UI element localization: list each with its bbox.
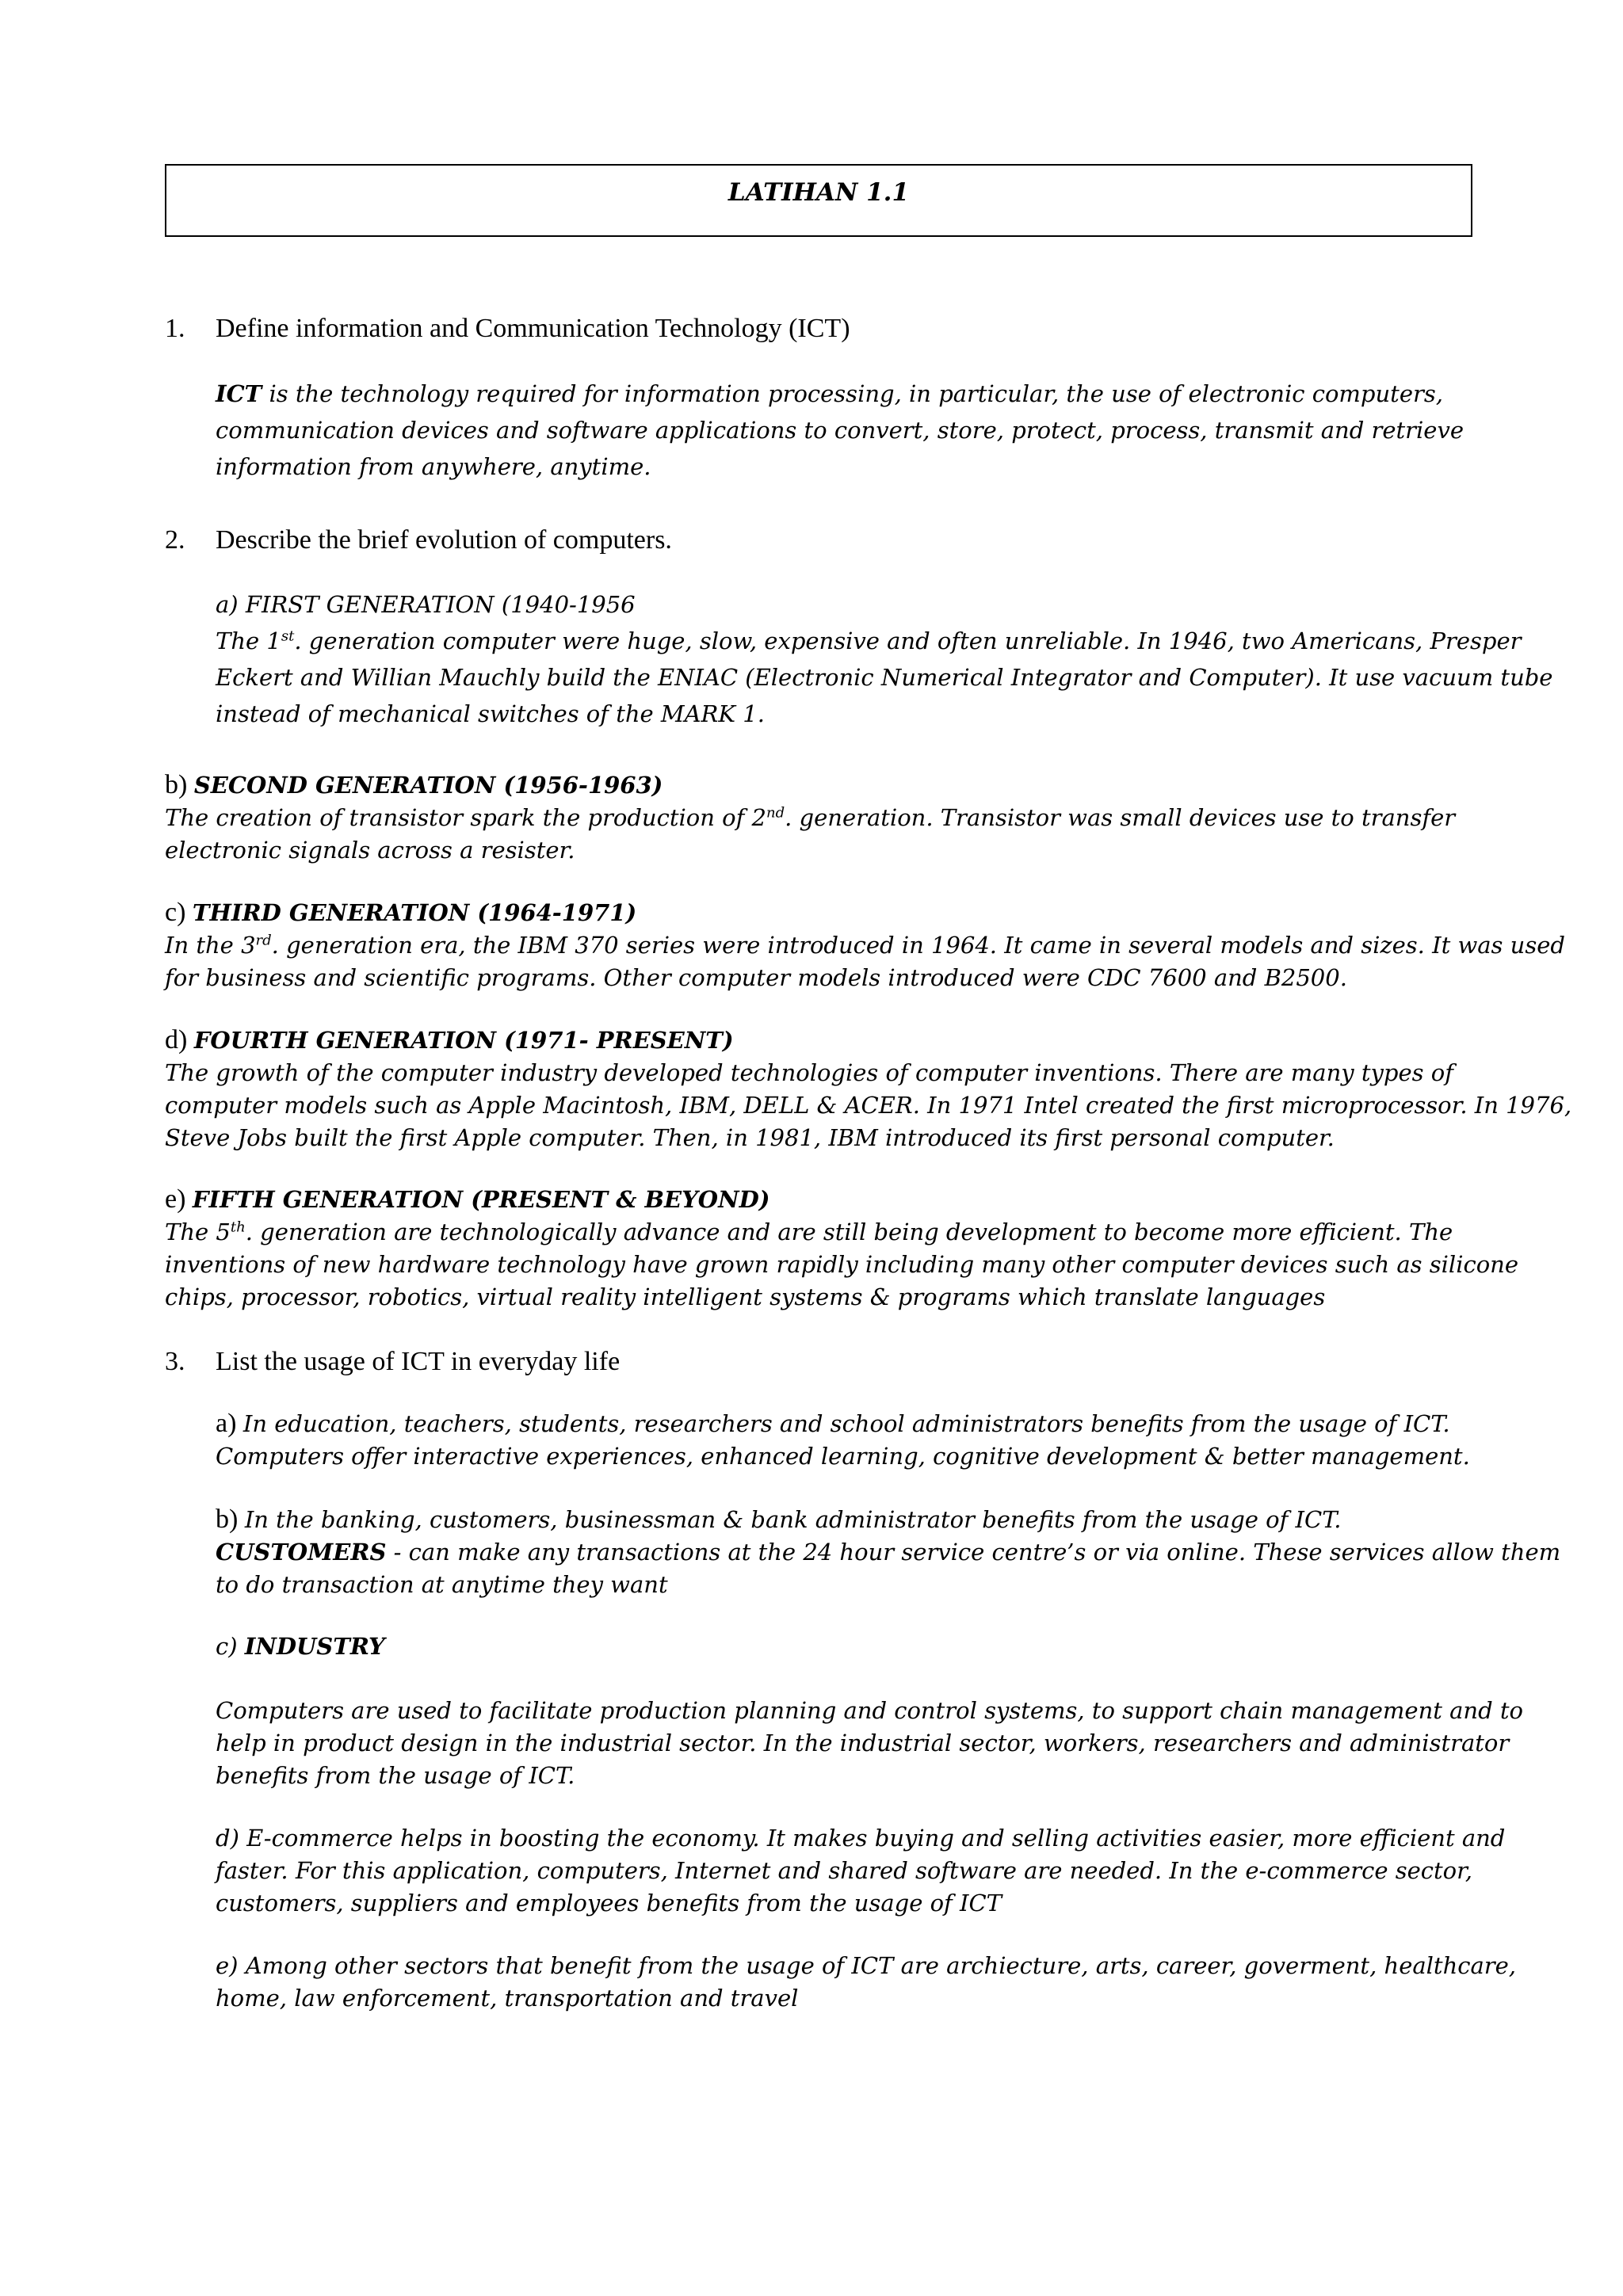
answer-line: faster. For this application, computers, Internet and shared software are needed. In the e-commerce sector, xyxy=(216,1857,1472,1884)
answer-line: inventions of new hardware technology have grown rapidly including many other computer devices such as silicone xyxy=(165,1251,1519,1278)
generation-heading: d) FOURTH GENERATION (1971- PRESENT) xyxy=(165,1025,734,1055)
answer-line: information from anywhere, anytime. xyxy=(216,453,651,480)
answer-line: a) In education, teachers, students, researchers and school administrators benefits from the usage of ICT. xyxy=(216,1409,1450,1438)
generation-heading: b) SECOND GENERATION (1956-1963) xyxy=(165,770,663,799)
answer-line: for business and scientific programs. Other computer models introduced were CDC 7600 and B2500. xyxy=(165,964,1347,991)
term-customers: CUSTOMERS xyxy=(216,1539,387,1566)
answer-line: Eckert and Willian Mauchly build the ENIAC (Electronic Numerical Integrator and Computer). It use vacuum tube xyxy=(216,664,1553,691)
answer-line: communication devices and software applications to convert, store, protect, process, transmit and retrieve xyxy=(216,417,1465,444)
question-text: Describe the brief evolution of computers. xyxy=(216,525,672,555)
term-ict: ICT xyxy=(216,380,262,407)
answer-line: In the 3rd. generation era, the IBM 370 series were introduced in 1964. It came in several models and sizes. It was used xyxy=(165,932,1565,959)
usage-industry xyxy=(216,1695,1523,1792)
third-generation xyxy=(165,896,1565,994)
usage-ecommerce xyxy=(216,1822,1505,1920)
answer-line: computer models such as Apple Macintosh, IBM, DELL & ACER. In 1971 Intel created the first microprocessor. In 1976, xyxy=(165,1092,1572,1119)
usage-industry-heading xyxy=(216,1630,385,1663)
answer-line: home, law enforcement, transportation and travel xyxy=(216,1985,799,2012)
title-box xyxy=(165,164,1472,237)
answer-line: Steve Jobs built the first Apple computer. Then, in 1981, IBM introduced its first personal computer. xyxy=(165,1124,1335,1151)
answer-1 xyxy=(216,376,1464,485)
question-text: Define information and Communication Technology (ICT) xyxy=(216,314,850,343)
answer-line: The 5th. generation are technologically advance and are still being development to become more efficient. The xyxy=(165,1219,1453,1245)
answer-line: d) E-commerce helps in boosting the economy. It makes buying and selling activities easier, more efficient and xyxy=(216,1825,1506,1852)
answer-line: e) Among other sectors that benefit from the usage of ICT are archiecture, arts, career, goverment, healthcare, xyxy=(216,1952,1517,1979)
first-generation xyxy=(216,586,1552,732)
answer-line: CUSTOMERS - can make any transactions at the 24 hour service centre’s or via online. These services allow them xyxy=(216,1539,1561,1566)
generation-heading: c) INDUSTRY xyxy=(216,1633,385,1660)
answer-line: Computers are used to facilitate production planning and control systems, to support chain management and to xyxy=(216,1697,1523,1724)
generation-heading: c) THIRD GENERATION (1964-1971) xyxy=(165,898,637,927)
generation-heading: e) FIFTH GENERATION (PRESENT & BEYOND) xyxy=(165,1184,770,1214)
question-text: List the usage of ICT in everyday life xyxy=(216,1347,621,1376)
answer-line: chips, processor, robotics, virtual reality intelligent systems & programs which translate languages xyxy=(165,1283,1326,1310)
answer-line: The growth of the computer industry developed technologies of computer inventions. There are many types of xyxy=(165,1059,1453,1086)
fifth-generation xyxy=(165,1183,1518,1314)
answer-line: Computers offer interactive experiences, enhanced learning, cognitive development & better management. xyxy=(216,1443,1470,1470)
answer-line: The creation of transistor spark the production of 2nd. generation. Transistor was small devices use to transfer xyxy=(165,804,1456,831)
question-number: 3. xyxy=(165,1347,185,1376)
answer-line: ICT is the technology required for information processing, in particular, the use of electronic computers, xyxy=(216,380,1443,407)
answer-line: The 1st. generation computer were huge, slow, expensive and often unreliable. In 1946, two Americans, Presper xyxy=(216,627,1522,654)
answer-line: to do transaction at anytime they want xyxy=(216,1571,668,1598)
answer-line: b) In the banking, customers, businessman & bank administrator benefits from the usage of ICT. xyxy=(216,1505,1342,1534)
answer-line: instead of mechanical switches of the MARK 1. xyxy=(216,700,765,727)
generation-heading: a) FIRST GENERATION (1940-1956 xyxy=(216,591,636,618)
question-number: 2. xyxy=(165,525,185,555)
answer-line: customers, suppliers and employees benefits from the usage of ICT xyxy=(216,1890,1002,1917)
usage-other-sectors xyxy=(216,1950,1516,2015)
answer-line: help in product design in the industrial sector. In the industrial sector, workers, researchers and administrator xyxy=(216,1730,1510,1756)
answer-line: benefits from the usage of ICT. xyxy=(216,1762,575,1789)
second-generation xyxy=(165,769,1455,867)
usage-banking xyxy=(216,1503,1560,1601)
page-title: LATIHAN 1.1 xyxy=(727,178,910,207)
fourth-generation xyxy=(165,1024,1571,1154)
usage-education xyxy=(216,1407,1470,1473)
answer-line: electronic signals across a resister. xyxy=(165,837,575,864)
question-number: 1. xyxy=(165,314,185,343)
